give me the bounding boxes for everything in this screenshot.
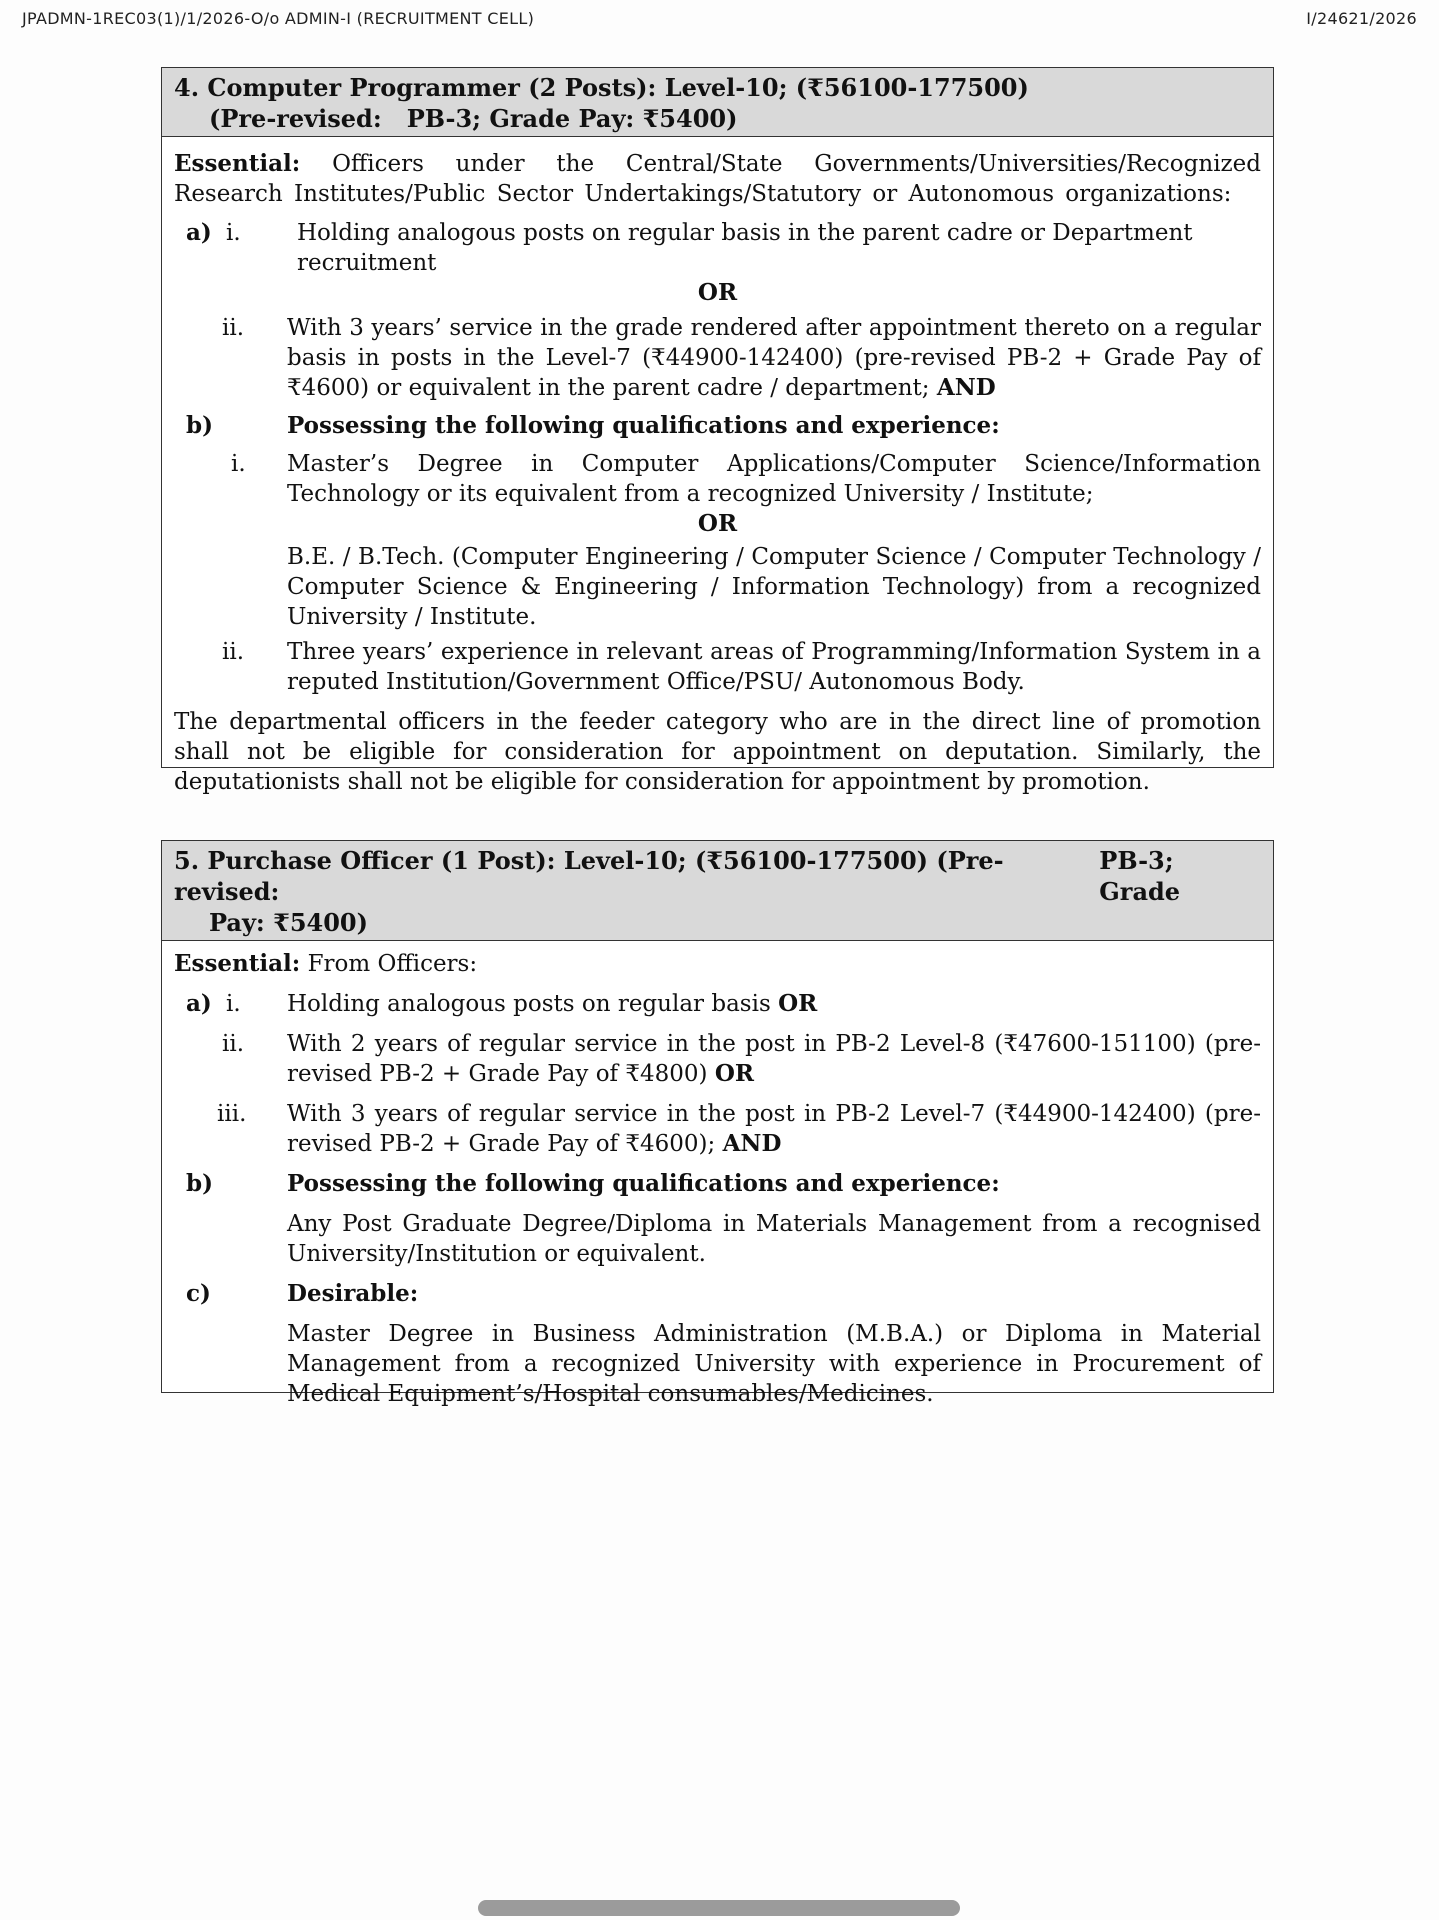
item-b-ii [174,637,1261,697]
marker-c: c) [186,1280,211,1307]
item-text: B.E. / B.Tech. (Computer Engineering / Computer Science / Computer Technology / Computer Science & Engineering / Information Technology) from a recognized University / Institute. [287,544,1261,630]
marker-i: i. [226,220,241,246]
post-4-pay: (Pre-revised: PB-3; Grade Pay: ₹5400) [209,104,738,133]
item-a-i [174,218,1261,278]
essential-text: From Officers: [307,951,478,977]
post-5-heading [162,841,1273,941]
marker-i: i. [226,991,241,1017]
item-text: With 3 years of regular service in the post in PB-2 Level-7 (₹44900-142400) (pre-revised PB-2 + Grade Pay of ₹4600); AND [287,1101,1261,1157]
essential-label: Essential: [174,150,301,177]
item-text: Master’s Degree in Computer Applications/Computer Science/Information Technology or its equivalent from a recognized University / Institute; [287,451,1261,507]
item-a-ii [174,1029,1261,1089]
marker-a: a) [186,219,212,246]
post-5-title: 5. Purchase Officer (1 Post): Level-10; (₹56100-177500) (Pre-revised: PB-3; Grade [174,846,1181,906]
item-heading: Possessing the following qualifications and experience: [287,1170,1000,1197]
item-c [174,1279,1261,1309]
essential-text: Officers under the Central/State Governments/Universities/Recognized Research Institutes/Public Sector Undertakings/Statutory or Autonomous organizations: [174,151,1262,207]
marker-b: b) [186,412,213,439]
post-5-box [161,840,1274,1407]
post-4-note: The departmental officers in the feeder category who are in the direct line of promotion shall not be eligible for consideration for appointment on deputation. Similarly, the deputationists shall not be eligible for consideration for appointment by promotion. [174,709,1261,795]
post-4-box [161,67,1274,795]
item-heading: Possessing the following qualifications and experience: [287,412,1000,439]
post-4-heading [162,68,1273,137]
marker-iii: iii. [217,1101,247,1127]
item-b [174,1169,1261,1199]
document-reference: JPADMN-1REC03(1)/1/2026-O/o ADMIN-I (RECRUITMENT CELL) [22,9,535,28]
marker-ii: ii. [222,639,245,665]
item-text: Any Post Graduate Degree/Diploma in Materials Management from a recognised University/Institution or equivalent. [287,1211,1261,1267]
item-text: With 3 years’ service in the grade rendered after appointment thereto on a regular basis in posts in the Level-7 (₹44900-142400) (pre-revised PB-2 + Grade Pay of ₹4600) or equivalent in the parent cadre / department; AND [287,315,1261,401]
item-a-i [174,989,1261,1019]
item-text: Holding analogous posts on regular basis in the parent cadre or Department recruitment [297,220,1193,276]
item-heading: Desirable: [287,1280,419,1307]
item-text: Master Degree in Business Administration (M.B.A.) or Diploma in Material Management from a recognized University with experience in Procurement of Medical Equipment’s/Hospital consumables/Medicines. [287,1321,1261,1407]
post-4-title: 4. Computer Programmer (2 Posts): Level-10; (₹56100-177500) [174,73,1029,102]
or-separator: OR [697,510,738,537]
scrollbar-handle[interactable] [478,1900,960,1916]
marker-ii: ii. [222,1031,245,1057]
item-text: Holding analogous posts on regular basis OR [287,990,818,1017]
item-a-ii [174,313,1261,403]
file-number: I/24621/2026 [1306,9,1417,28]
item-b-i [174,449,1261,509]
item-text: With 2 years of regular service in the post in PB-2 Level-8 (₹47600-151100) (pre-revised PB-2 + Grade Pay of ₹4800) OR [287,1031,1261,1087]
post-4-essential [174,149,1261,209]
marker-b: b) [186,1170,213,1197]
post-5-pay: Pay: ₹5400) [209,908,368,937]
item-a-iii [174,1099,1261,1159]
marker-i: i. [231,451,246,477]
marker-a: a) [186,990,212,1017]
item-text: Three years’ experience in relevant areas of Programming/Information System in a reputed Institution/Government Office/PSU/ Autonomous Body. [287,639,1261,695]
item-b [174,411,1261,441]
post-5-essential [174,949,1261,979]
essential-label: Essential: [174,950,301,977]
or-separator: OR [697,279,738,306]
marker-ii: ii. [222,315,245,341]
